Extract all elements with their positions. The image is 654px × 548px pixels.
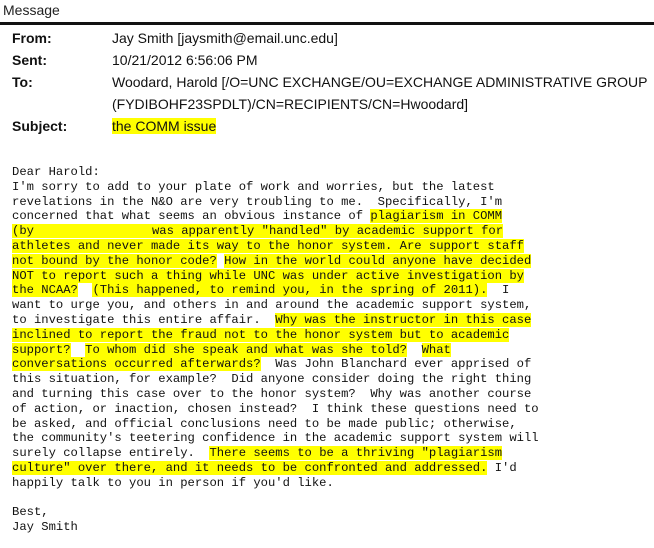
highlight: the NCAA? xyxy=(12,283,78,298)
highlight: inclined to report the fraud not to the honor system but to academic xyxy=(12,327,510,342)
body-line: want to urge you, and others in and around the academic support system, xyxy=(12,298,532,313)
sent-row xyxy=(0,52,654,74)
highlight: not bound by the honor code? xyxy=(12,253,217,268)
body-line: I xyxy=(487,283,510,298)
message-body xyxy=(12,165,648,535)
highlight: (This happened, to remind you, in the spring of 2011). xyxy=(92,283,488,298)
from-row xyxy=(0,30,654,52)
body-line: of action, or inaction, chosen instead? I think these questions need to xyxy=(12,401,539,416)
body-line: I'd xyxy=(487,460,517,475)
subject-row xyxy=(0,118,654,140)
signature: Jay Smith xyxy=(12,520,78,535)
body-line: Was John Blanchard ever apprised of xyxy=(260,357,532,372)
to-row xyxy=(0,74,654,96)
window-title: Message xyxy=(3,2,60,18)
highlight: was apparently "handled" by academic support for xyxy=(151,224,504,239)
body-line: and turning this case over to the honor system? Why was another course xyxy=(12,386,532,401)
subject-label: Subject: xyxy=(12,118,68,134)
body-line: this situation, for example? Did anyone consider doing the right thing xyxy=(12,372,532,387)
to-row-cont xyxy=(0,96,654,118)
from-label: From: xyxy=(12,30,52,46)
highlight: What xyxy=(421,342,451,357)
body-line: surely collapse entirely. xyxy=(12,446,210,461)
highlight: There seems to be a thriving "plagiarism xyxy=(209,446,503,461)
body-line: concerned that what seems an obvious instance of xyxy=(12,209,371,224)
highlight: culture" over there, and it needs to be confronted and addressed. xyxy=(12,460,488,475)
highlight: How in the world could anyone have decided xyxy=(224,253,532,268)
body-line: (by xyxy=(12,224,34,239)
from-value: Jay Smith [jaysmith@email.unc.edu] xyxy=(112,30,338,46)
sent-value: 10/21/2012 6:56:06 PM xyxy=(112,52,258,68)
subject-value: the COMM issue xyxy=(112,118,217,134)
highlight: support? xyxy=(12,342,71,357)
highlight: To whom did she speak and what was she told? xyxy=(85,342,407,357)
message-header xyxy=(0,30,654,140)
body-line: be asked, and official conclusions need to be made public; otherwise, xyxy=(12,416,517,431)
to-value-line1: Woodard, Harold [/O=UNC EXCHANGE/OU=EXCHANGE ADMINISTRATIVE GROUP xyxy=(112,74,648,90)
body-line: to investigate this entire affair. xyxy=(12,312,276,327)
body-line: the community's teetering confidence in the academic support system will xyxy=(12,431,539,446)
highlight: conversations occurred afterwards? xyxy=(12,357,261,372)
highlight: athletes and never made its way to the honor system. Are support staff xyxy=(12,238,524,253)
closing: Best, xyxy=(12,505,49,520)
body-line: happily talk to you in person if you'd like. xyxy=(12,475,334,490)
to-value-line2: (FYDIBOHF23SPDLT)/CN=RECIPIENTS/CN=Hwoodard] xyxy=(112,96,469,112)
highlight: Why was the instructor in this case xyxy=(275,312,532,327)
sent-label: Sent: xyxy=(12,52,47,68)
to-label: To: xyxy=(12,74,33,90)
body-line: revelations in the N&O are very troubling to me. Specifically, I'm xyxy=(12,194,503,209)
header-divider xyxy=(0,22,654,25)
highlight: NOT to report such a thing while UNC was under active investigation by xyxy=(12,268,524,283)
highlight: plagiarism in COMM xyxy=(370,209,503,224)
body-line: I'm sorry to add to your plate of work and worries, but the latest xyxy=(12,179,495,194)
greeting: Dear Harold: xyxy=(12,165,100,179)
